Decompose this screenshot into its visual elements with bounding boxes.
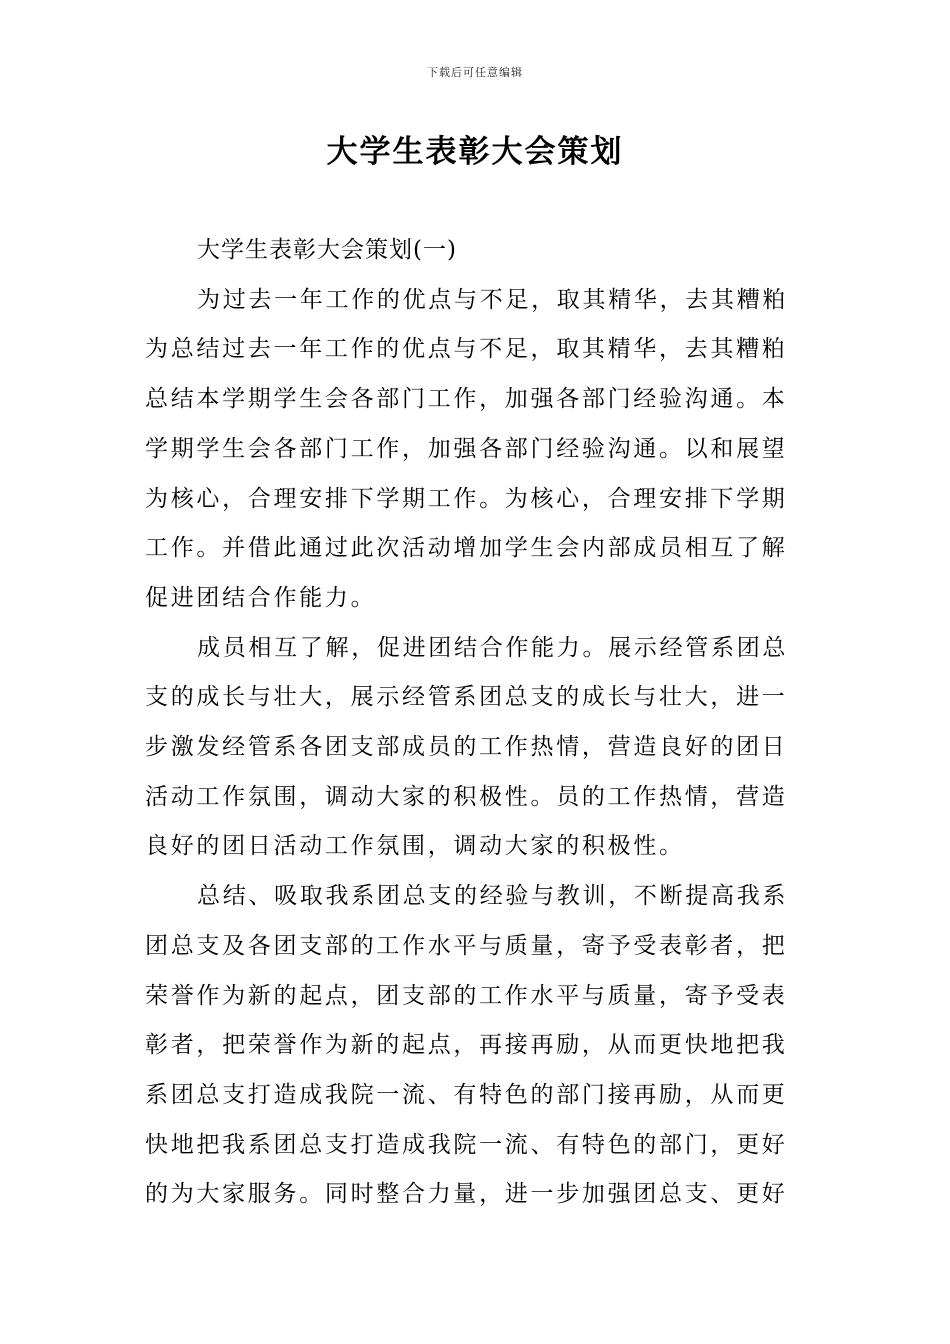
- text-line: 学期学生会各部门工作，加强各部门经验沟通。以和展望: [145, 435, 788, 462]
- text-line: 步激发经管系各团支部成员的工作热情，营造良好的团日: [145, 734, 788, 761]
- text-line: 的为大家服务。同时整合力量，进一步加强团总支、更好: [145, 1181, 788, 1208]
- paragraph-2: [145, 624, 810, 873]
- text-line: 彰者，把荣誉作为新的起点，再接再励，从而更快地把我: [145, 1032, 788, 1059]
- header-note: 下载后可任意编辑: [427, 66, 523, 79]
- text-line: 快地把我系团总支打造成我院一流、有特色的部门，更好: [145, 1131, 788, 1158]
- section-heading: 大学生表彰大会策划(一): [197, 237, 457, 263]
- text-line: 为总结过去一年工作的优点与不足，取其精华，去其糟粕: [145, 336, 788, 363]
- text-line: 良好的团日活动工作氛围，调动大家的积极性。: [145, 833, 685, 860]
- text-line: 团总支及各团支部的工作水平与质量，寄予受表彰者，把: [145, 932, 788, 959]
- text-line: 为过去一年工作的优点与不足，取其精华，去其糟粕: [197, 286, 789, 313]
- document-title: 大学生表彰大会策划: [326, 134, 624, 170]
- text-line: 活动工作氛围，调动大家的积极性。员的工作热情，营造: [145, 783, 788, 810]
- text-line: 工作。并借此通过此次活动增加学生会内部成员相互了解: [145, 535, 788, 562]
- text-line: 支的成长与壮大，展示经管系团总支的成长与壮大，进一: [145, 684, 788, 711]
- text-line: 促进团结合作能力。: [145, 584, 377, 611]
- paragraph-1: [145, 276, 810, 624]
- text-line: 成员相互了解，促进团结合作能力。展示经管系团总: [197, 634, 789, 661]
- text-line: 总结、吸取我系团总支的经验与教训，不断提高我系: [197, 883, 789, 910]
- paragraph-3: [145, 872, 810, 1220]
- document-body: [145, 226, 810, 1220]
- text-line: 总结本学期学生会各部门工作，加强各部门经验沟通。本: [145, 386, 788, 413]
- text-line: 为核心，合理安排下学期工作。为核心，合理安排下学期: [145, 485, 788, 512]
- text-line: 荣誉作为新的起点，团支部的工作水平与质量，寄予受表: [145, 982, 788, 1009]
- text-line: 系团总支打造成我院一流、有特色的部门接再励，从而更: [145, 1081, 788, 1108]
